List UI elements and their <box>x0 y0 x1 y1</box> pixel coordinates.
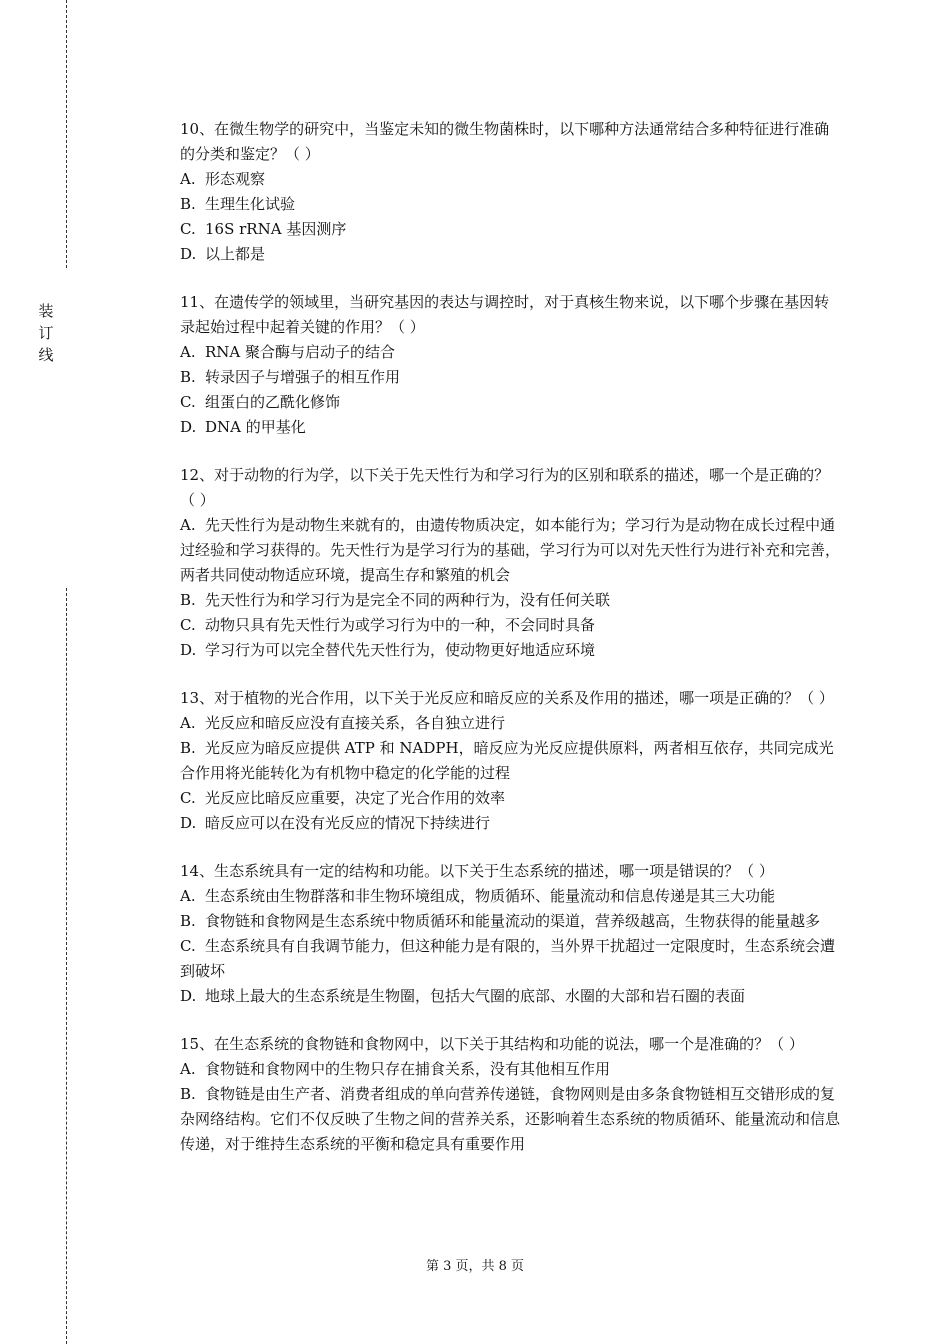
option-letter: C. <box>180 616 196 634</box>
option-text: 以上都是 <box>205 245 266 263</box>
question-text: 15、在生态系统的食物链和食物网中，以下关于其结构和功能的说法，哪一个是准确的？（ ） <box>180 1035 804 1053</box>
binding-char: 线 <box>38 346 54 364</box>
option-letter: B. <box>180 912 196 930</box>
option-d <box>180 415 840 440</box>
page-footer: 第 3 页，共 8 页 <box>425 1259 525 1274</box>
question-15 <box>180 1032 840 1157</box>
option-text: 光反应和暗反应没有直接关系，各自独立进行 <box>205 714 506 732</box>
option-text: 形态观察 <box>205 170 266 188</box>
option-letter: A. <box>180 516 196 534</box>
option-b <box>180 909 840 934</box>
option-d <box>180 638 840 663</box>
question-text: 13、对于植物的光合作用，以下关于光反应和暗反应的关系及作用的描述，哪一项是正确的？（ ） <box>180 689 834 707</box>
question-list <box>180 117 840 1180</box>
option-text: RNA 聚合酶与启动子的结合 <box>205 343 396 361</box>
option-c <box>180 786 840 811</box>
option-text: 暗反应可以在没有光反应的情况下持续进行 <box>205 814 491 832</box>
option-text: 先天性行为和学习行为是完全不同的两种行为，没有任何关联 <box>205 591 611 609</box>
option-b <box>180 736 840 786</box>
option-letter: C. <box>180 393 196 411</box>
option-b <box>180 588 840 613</box>
option-d <box>180 242 840 267</box>
option-letter: D. <box>180 987 197 1005</box>
binding-char: 订 <box>38 324 54 342</box>
option-text: 食物链是由生产者、消费者组成的单向营养传递链，食物网则是由多条食物链相互交错形成的复杂网络结构。它们不仅反映了生物之间的营养关系，还影响着生态系统的物质循环、能量流动和信息传递，对于维持生态系统的平衡和稳定具有重要作用 <box>180 1085 841 1153</box>
option-text: DNA 的甲基化 <box>205 418 306 436</box>
option-text: 学习行为可以完全替代先天性行为，使动物更好地适应环境 <box>205 641 596 659</box>
option-d <box>180 984 840 1009</box>
option-c <box>180 613 840 638</box>
option-letter: C. <box>180 789 196 807</box>
option-a <box>180 711 840 736</box>
question-text: 11、在遗传学的领域里，当研究基因的表达与调控时，对于真核生物来说，以下哪个步骤在基因转录起始过程中起着关键的作用？（ ） <box>180 293 830 336</box>
option-text: 食物链和食物网是生态系统中物质循环和能量流动的渠道，营养级越高，生物获得的能量越多 <box>205 912 821 930</box>
question-11 <box>180 290 840 440</box>
option-text: 动物只具有先天性行为或学习行为中的一种，不会同时具备 <box>205 616 596 634</box>
option-a <box>180 513 840 588</box>
option-text: 组蛋白的乙酰化修饰 <box>205 393 341 411</box>
binding-char: 装 <box>38 302 54 320</box>
option-text: 16S rRNA 基因测序 <box>205 220 347 238</box>
option-letter: A. <box>180 1060 196 1078</box>
option-text: 生态系统具有自我调节能力，但这种能力是有限的，当外界干扰超过一定限度时，生态系统会遭到破坏 <box>180 937 836 980</box>
option-c <box>180 217 840 242</box>
option-letter: C. <box>180 220 196 238</box>
option-letter: B. <box>180 368 196 386</box>
option-letter: A. <box>180 343 196 361</box>
option-letter: A. <box>180 887 196 905</box>
option-text: 先天性行为是动物生来就有的，由遗传物质决定，如本能行为；学习行为是动物在成长过程中通过经验和学习获得的。先天性行为是学习行为的基础，学习行为可以对先天性行为进行补充和完善，两者共同使动物适应环境，提高生存和繁殖的机会 <box>180 516 841 584</box>
option-text: 转录因子与增强子的相互作用 <box>205 368 401 386</box>
option-c <box>180 934 840 984</box>
option-b <box>180 365 840 390</box>
option-text: 生态系统由生物群落和非生物环境组成，物质循环、能量流动和信息传递是其三大功能 <box>205 887 776 905</box>
option-text: 生理生化试验 <box>205 195 296 213</box>
option-letter: C. <box>180 937 196 955</box>
question-text: 12、对于动物的行为学，以下关于先天性行为和学习行为的区别和联系的描述，哪一个是正确的？（ ） <box>180 466 830 509</box>
question-text: 14、生态系统具有一定的结构和功能。以下关于生态系统的描述，哪一项是错误的？（ ） <box>180 862 774 880</box>
question-12 <box>180 463 840 663</box>
option-text: 食物链和食物网中的生物只存在捕食关系，没有其他相互作用 <box>205 1060 611 1078</box>
option-letter: A. <box>180 714 196 732</box>
question-14 <box>180 859 840 1009</box>
question-text: 10、在微生物学的研究中，当鉴定未知的微生物菌株时，以下哪种方法通常结合多种特征进行准确的分类和鉴定？（ ） <box>180 120 830 163</box>
option-letter: B. <box>180 195 196 213</box>
option-a <box>180 884 840 909</box>
option-a <box>180 1057 840 1082</box>
question-13 <box>180 686 840 836</box>
option-letter: D. <box>180 641 197 659</box>
option-letter: B. <box>180 739 196 757</box>
option-text: 地球上最大的生态系统是生物圈，包括大气圈的底部、水圈的大部和岩石圈的表面 <box>205 987 746 1005</box>
option-c <box>180 390 840 415</box>
option-letter: A. <box>180 170 196 188</box>
option-letter: B. <box>180 591 196 609</box>
option-text: 光反应为暗反应提供 ATP 和 NADPH，暗反应为光反应提供原料，两者相互依存，共同完成光合作用将光能转化为有机物中稳定的化学能的过程 <box>180 739 834 782</box>
option-letter: D. <box>180 418 197 436</box>
option-d <box>180 811 840 836</box>
option-b <box>180 192 840 217</box>
option-a <box>180 340 840 365</box>
option-b <box>180 1082 840 1157</box>
binding-dashed-line-bottom <box>66 588 67 1344</box>
binding-label <box>34 300 58 366</box>
option-text: 光反应比暗反应重要，决定了光合作用的效率 <box>205 789 506 807</box>
option-letter: D. <box>180 245 197 263</box>
option-letter: D. <box>180 814 197 832</box>
question-10 <box>180 117 840 267</box>
option-a <box>180 167 840 192</box>
option-letter: B. <box>180 1085 196 1103</box>
binding-dashed-line-top <box>66 0 67 268</box>
